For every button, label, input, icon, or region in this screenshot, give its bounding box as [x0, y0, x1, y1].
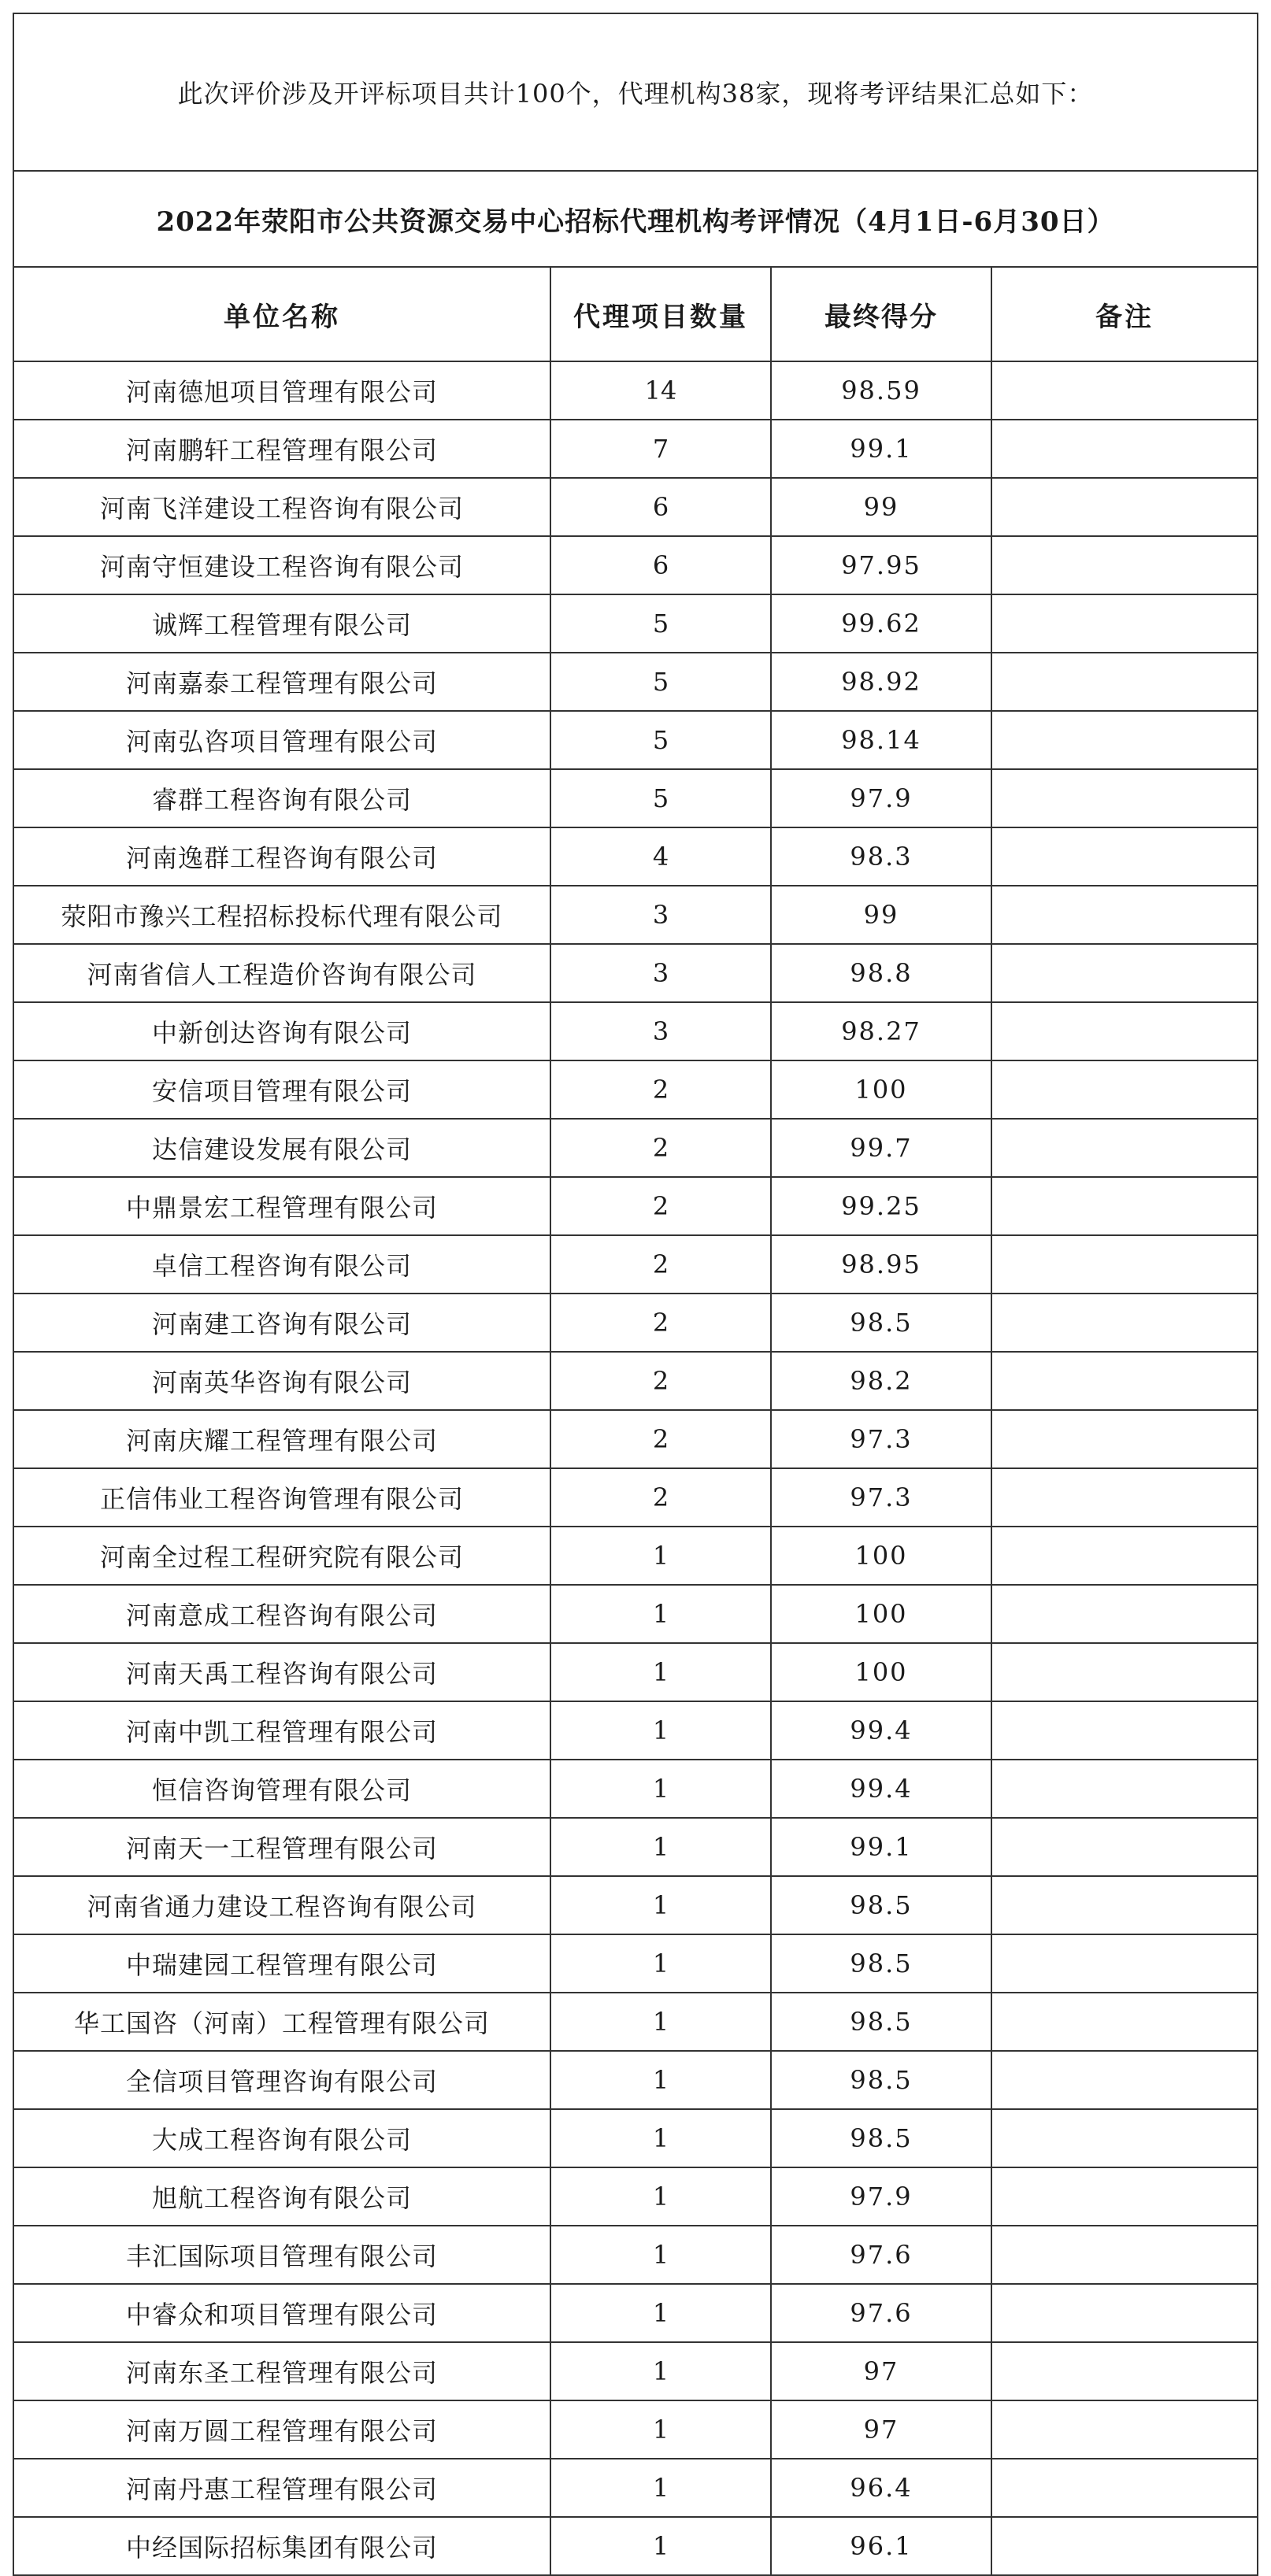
note-cell — [992, 1003, 1258, 1060]
note-cell — [992, 2285, 1258, 2341]
final-score-cell: 98.92 — [772, 653, 992, 710]
project-count-cell: 1 — [551, 2052, 772, 2108]
table-row — [14, 886, 1258, 945]
project-count-cell: 2 — [551, 1294, 772, 1351]
note-cell — [992, 2343, 1258, 2400]
project-count-cell: 7 — [551, 420, 772, 477]
company-name-cell: 诚辉工程管理有限公司 — [14, 595, 551, 652]
final-score-cell: 98.14 — [772, 712, 992, 768]
company-name-cell: 河南省信人工程造价咨询有限公司 — [14, 945, 551, 1001]
table-row — [14, 1061, 1258, 1120]
project-count-cell: 1 — [551, 2168, 772, 2225]
project-count-cell: 1 — [551, 2459, 772, 2516]
company-name-cell: 河南英华咨询有限公司 — [14, 1353, 551, 1409]
project-count-cell: 1 — [551, 2518, 772, 2574]
company-name-cell: 河南意成工程咨询有限公司 — [14, 1586, 551, 1642]
note-cell — [992, 2052, 1258, 2108]
project-count-cell: 5 — [551, 770, 772, 827]
table-row — [14, 537, 1258, 595]
table-row — [14, 1353, 1258, 1411]
final-score-cell: 98.8 — [772, 945, 992, 1001]
table-row — [14, 1120, 1258, 1178]
final-score-cell: 98.5 — [772, 1877, 992, 1934]
note-cell — [992, 1644, 1258, 1701]
note-cell — [992, 1411, 1258, 1468]
note-cell — [992, 653, 1258, 710]
final-score-cell: 99 — [772, 479, 992, 535]
final-score-cell: 98.59 — [772, 362, 992, 419]
title-row — [14, 172, 1258, 268]
table-row — [14, 1702, 1258, 1760]
header-name: 单位名称 — [14, 268, 551, 361]
table-row — [14, 1294, 1258, 1353]
note-cell — [992, 1877, 1258, 1934]
company-name-cell: 华工国咨（河南）工程管理有限公司 — [14, 1993, 551, 2050]
final-score-cell: 99.7 — [772, 1120, 992, 1176]
company-name-cell: 丰汇国际项目管理有限公司 — [14, 2226, 551, 2283]
evaluation-table — [13, 13, 1258, 2576]
company-name-cell: 河南建工咨询有限公司 — [14, 1294, 551, 1351]
final-score-cell: 97.95 — [772, 537, 992, 594]
company-name-cell: 河南万圆工程管理有限公司 — [14, 2401, 551, 2458]
final-score-cell: 99.4 — [772, 1760, 992, 1817]
note-cell — [992, 420, 1258, 477]
project-count-cell: 1 — [551, 1586, 772, 1642]
note-cell — [992, 886, 1258, 943]
note-cell — [992, 2401, 1258, 2458]
company-name-cell: 安信项目管理有限公司 — [14, 1061, 551, 1118]
company-name-cell: 河南省通力建设工程咨询有限公司 — [14, 1877, 551, 1934]
final-score-cell: 99 — [772, 886, 992, 943]
note-cell — [992, 1819, 1258, 1875]
company-name-cell: 睿群工程咨询有限公司 — [14, 770, 551, 827]
company-name-cell: 河南嘉泰工程管理有限公司 — [14, 653, 551, 710]
project-count-cell: 14 — [551, 362, 772, 419]
table-row — [14, 1411, 1258, 1469]
company-name-cell: 卓信工程咨询有限公司 — [14, 1236, 551, 1293]
note-cell — [992, 1702, 1258, 1759]
note-cell — [992, 945, 1258, 1001]
final-score-cell: 100 — [772, 1586, 992, 1642]
final-score-cell: 100 — [772, 1061, 992, 1118]
company-name-cell: 恒信咨询管理有限公司 — [14, 1760, 551, 1817]
final-score-cell: 100 — [772, 1527, 992, 1584]
company-name-cell: 河南东圣工程管理有限公司 — [14, 2343, 551, 2400]
project-count-cell: 2 — [551, 1120, 772, 1176]
company-name-cell: 中新创达咨询有限公司 — [14, 1003, 551, 1060]
project-count-cell: 3 — [551, 886, 772, 943]
table-row — [14, 712, 1258, 770]
project-count-cell: 5 — [551, 653, 772, 710]
intro-text: 此次评价涉及开评标项目共计100个，代理机构38家，现将考评结果汇总如下： — [14, 14, 1258, 170]
project-count-cell: 2 — [551, 1469, 772, 1526]
note-cell — [992, 479, 1258, 535]
company-name-cell: 中睿众和项目管理有限公司 — [14, 2285, 551, 2341]
project-count-cell: 6 — [551, 479, 772, 535]
table-row — [14, 1993, 1258, 2052]
table-row — [14, 2226, 1258, 2285]
table-row — [14, 1644, 1258, 1702]
final-score-cell: 99.1 — [772, 1819, 992, 1875]
company-name-cell: 全信项目管理咨询有限公司 — [14, 2052, 551, 2108]
company-name-cell: 河南全过程工程研究院有限公司 — [14, 1527, 551, 1584]
note-cell — [992, 2226, 1258, 2283]
project-count-cell: 1 — [551, 1527, 772, 1584]
company-name-cell: 中经国际招标集团有限公司 — [14, 2518, 551, 2574]
project-count-cell: 1 — [551, 1702, 772, 1759]
table-row — [14, 2518, 1258, 2576]
final-score-cell: 97.3 — [772, 1411, 992, 1468]
table-row — [14, 653, 1258, 712]
final-score-cell: 97.3 — [772, 1469, 992, 1526]
project-count-cell: 3 — [551, 1003, 772, 1060]
final-score-cell: 97.6 — [772, 2226, 992, 2283]
project-count-cell: 1 — [551, 2343, 772, 2400]
company-name-cell: 荥阳市豫兴工程招标投标代理有限公司 — [14, 886, 551, 943]
table-row — [14, 2401, 1258, 2459]
table-row — [14, 1819, 1258, 1877]
final-score-cell: 98.5 — [772, 2052, 992, 2108]
project-count-cell: 1 — [551, 1819, 772, 1875]
project-count-cell: 3 — [551, 945, 772, 1001]
company-name-cell: 河南天一工程管理有限公司 — [14, 1819, 551, 1875]
table-row — [14, 1236, 1258, 1294]
note-cell — [992, 1178, 1258, 1234]
table-row — [14, 945, 1258, 1003]
final-score-cell: 97 — [772, 2343, 992, 2400]
table-row — [14, 1935, 1258, 1993]
final-score-cell: 97 — [772, 2401, 992, 2458]
table-row — [14, 2343, 1258, 2401]
table-row — [14, 1877, 1258, 1935]
table-title: 2022年荥阳市公共资源交易中心招标代理机构考评情况（4月1日-6月30日） — [14, 172, 1258, 266]
final-score-cell: 98.5 — [772, 1294, 992, 1351]
note-cell — [992, 1353, 1258, 1409]
company-name-cell: 河南守恒建设工程咨询有限公司 — [14, 537, 551, 594]
project-count-cell: 4 — [551, 828, 772, 885]
final-score-cell: 97.6 — [772, 2285, 992, 2341]
note-cell — [992, 2110, 1258, 2167]
note-cell — [992, 770, 1258, 827]
table-row — [14, 2459, 1258, 2518]
company-name-cell: 正信伟业工程咨询管理有限公司 — [14, 1469, 551, 1526]
note-cell — [992, 1993, 1258, 2050]
project-count-cell: 1 — [551, 1760, 772, 1817]
table-row — [14, 595, 1258, 653]
table-row — [14, 362, 1258, 420]
note-cell — [992, 1586, 1258, 1642]
project-count-cell: 1 — [551, 2110, 772, 2167]
project-count-cell: 6 — [551, 537, 772, 594]
company-name-cell: 中鼎景宏工程管理有限公司 — [14, 1178, 551, 1234]
header-score: 最终得分 — [772, 268, 992, 361]
header-note: 备注 — [992, 268, 1258, 361]
company-name-cell: 河南丹惠工程管理有限公司 — [14, 2459, 551, 2516]
note-cell — [992, 2168, 1258, 2225]
company-name-cell: 河南飞洋建设工程咨询有限公司 — [14, 479, 551, 535]
project-count-cell: 2 — [551, 1353, 772, 1409]
final-score-cell: 97.9 — [772, 770, 992, 827]
header-row — [14, 268, 1258, 362]
company-name-cell: 达信建设发展有限公司 — [14, 1120, 551, 1176]
final-score-cell: 99.4 — [772, 1702, 992, 1759]
note-cell — [992, 362, 1258, 419]
company-name-cell: 大成工程咨询有限公司 — [14, 2110, 551, 2167]
project-count-cell: 2 — [551, 1411, 772, 1468]
note-cell — [992, 1935, 1258, 1992]
note-cell — [992, 1760, 1258, 1817]
table-row — [14, 2168, 1258, 2226]
note-cell — [992, 2518, 1258, 2574]
company-name-cell: 河南天禹工程咨询有限公司 — [14, 1644, 551, 1701]
final-score-cell: 100 — [772, 1644, 992, 1701]
table-row — [14, 2052, 1258, 2110]
final-score-cell: 98.95 — [772, 1236, 992, 1293]
table-row — [14, 2110, 1258, 2168]
final-score-cell: 98.27 — [772, 1003, 992, 1060]
final-score-cell: 98.5 — [772, 1935, 992, 1992]
note-cell — [992, 828, 1258, 885]
table-row — [14, 1586, 1258, 1644]
table-row — [14, 1760, 1258, 1819]
project-count-cell: 2 — [551, 1178, 772, 1234]
company-name-cell: 河南逸群工程咨询有限公司 — [14, 828, 551, 885]
final-score-cell: 99.62 — [772, 595, 992, 652]
final-score-cell: 99.25 — [772, 1178, 992, 1234]
table-row — [14, 770, 1258, 828]
note-cell — [992, 1294, 1258, 1351]
final-score-cell: 98.2 — [772, 1353, 992, 1409]
project-count-cell: 1 — [551, 1644, 772, 1701]
project-count-cell: 1 — [551, 2226, 772, 2283]
company-name-cell: 河南庆耀工程管理有限公司 — [14, 1411, 551, 1468]
header-count: 代理项目数量 — [551, 268, 772, 361]
project-count-cell: 1 — [551, 1877, 772, 1934]
table-row — [14, 2285, 1258, 2343]
table-row — [14, 1527, 1258, 1586]
intro-row — [14, 14, 1258, 172]
final-score-cell: 98.5 — [772, 2110, 992, 2167]
note-cell — [992, 1061, 1258, 1118]
project-count-cell: 1 — [551, 2401, 772, 2458]
table-row — [14, 1003, 1258, 1061]
company-name-cell: 河南德旭项目管理有限公司 — [14, 362, 551, 419]
project-count-cell: 2 — [551, 1236, 772, 1293]
project-count-cell: 1 — [551, 1993, 772, 2050]
company-name-cell: 旭航工程咨询有限公司 — [14, 2168, 551, 2225]
note-cell — [992, 712, 1258, 768]
table-row — [14, 479, 1258, 537]
note-cell — [992, 2459, 1258, 2516]
note-cell — [992, 537, 1258, 594]
final-score-cell: 98.5 — [772, 1993, 992, 2050]
final-score-cell: 96.4 — [772, 2459, 992, 2516]
project-count-cell: 2 — [551, 1061, 772, 1118]
company-name-cell: 中瑞建园工程管理有限公司 — [14, 1935, 551, 1992]
company-name-cell: 河南弘咨项目管理有限公司 — [14, 712, 551, 768]
project-count-cell: 1 — [551, 1935, 772, 1992]
company-name-cell: 河南中凯工程管理有限公司 — [14, 1702, 551, 1759]
table-row — [14, 828, 1258, 886]
table-row — [14, 1469, 1258, 1527]
final-score-cell: 96.1 — [772, 2518, 992, 2574]
table-body — [14, 362, 1258, 2576]
table-row — [14, 420, 1258, 479]
note-cell — [992, 1469, 1258, 1526]
final-score-cell: 97.9 — [772, 2168, 992, 2225]
note-cell — [992, 1236, 1258, 1293]
company-name-cell: 河南鹏轩工程管理有限公司 — [14, 420, 551, 477]
project-count-cell: 5 — [551, 595, 772, 652]
final-score-cell: 99.1 — [772, 420, 992, 477]
final-score-cell: 98.3 — [772, 828, 992, 885]
note-cell — [992, 1527, 1258, 1584]
table-row — [14, 1178, 1258, 1236]
note-cell — [992, 1120, 1258, 1176]
project-count-cell: 5 — [551, 712, 772, 768]
project-count-cell: 1 — [551, 2285, 772, 2341]
note-cell — [992, 595, 1258, 652]
